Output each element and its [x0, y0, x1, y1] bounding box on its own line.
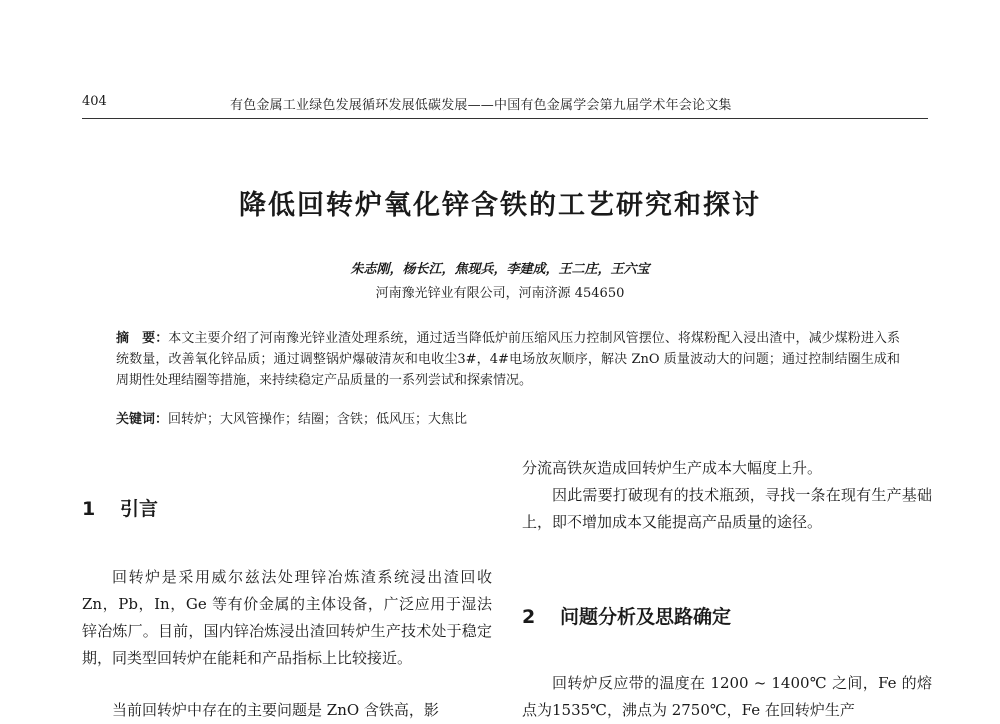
keywords-text: 回转炉；大风管操作；结圈；含铁；低风压；大焦比	[168, 412, 468, 427]
section-number: 1	[82, 498, 96, 520]
abstract	[116, 328, 900, 391]
running-title: 有色金属工业绿色发展循环发展低碳发展——中国有色金属学会第九届学术年会论文集	[230, 98, 732, 113]
author-list: 朱志刚，杨长江，焦现兵，李建成，王二庄，王六宝	[350, 262, 650, 277]
affiliation: 河南豫光锌业有限公司，河南济源 454650	[375, 286, 625, 301]
page-number: 404	[82, 94, 107, 109]
abstract-label: 摘 要：	[116, 331, 169, 346]
analysis-paragraph: 回转炉反应带的温度在 1200 ~ 1400℃ 之间，Fe 的熔点为1535℃，沸点为 2750℃，Fe 在回转炉生产	[522, 674, 932, 719]
abstract-text: 本文主要介绍了河南豫光锌业渣处理系统，通过适当降低炉前压缩风压力控制风管摆位、将煤粉配入浸出渣中，减少煤粉进入系统数量，改善氧化锌品质；通过调整锅炉爆破清灰和电收尘3#，4#电场放灰顺序，解决 ZnO 质量波动大的问题；通过控制结圈生成和周期性处理结圈等措施，来持续稳定产品质量的一系列尝试和探索情况。	[116, 331, 900, 388]
keywords-label: 关键词：	[116, 412, 169, 427]
paragraph-bottleneck: 因此需要打破现有的技术瓶颈，寻找一条在现有生产基础上，即不增加成本又能提高产品质量的途径。	[522, 486, 932, 531]
section-title: 引言	[120, 498, 159, 520]
section-title: 问题分析及思路确定	[560, 606, 732, 628]
section-number: 2	[522, 606, 536, 628]
header-rule	[82, 118, 928, 119]
section-heading-1	[82, 496, 158, 523]
section-heading-2	[522, 604, 731, 631]
intro-paragraph-1: 回转炉是采用威尔兹法处理锌冶炼渣系统浸出渣回收 Zn，Pb，In，Ge 等有价金属的主体设备，广泛应用于湿法锌冶炼厂。目前，国内锌冶炼浸出渣回转炉生产技术处于稳定期，同类型回转炉在能耗和产品指标上比较接近。	[82, 568, 492, 667]
running-header	[82, 94, 928, 116]
keywords	[116, 408, 900, 427]
paper-title: 降低回转炉氧化锌含铁的工艺研究和探讨	[239, 190, 761, 221]
intro-paragraph-2: 当前回转炉中存在的主要问题是 ZnO 含铁高，影	[112, 701, 439, 719]
continued-paragraph: 分流高铁灰造成回转炉生产成本大幅度上升。	[522, 459, 823, 477]
